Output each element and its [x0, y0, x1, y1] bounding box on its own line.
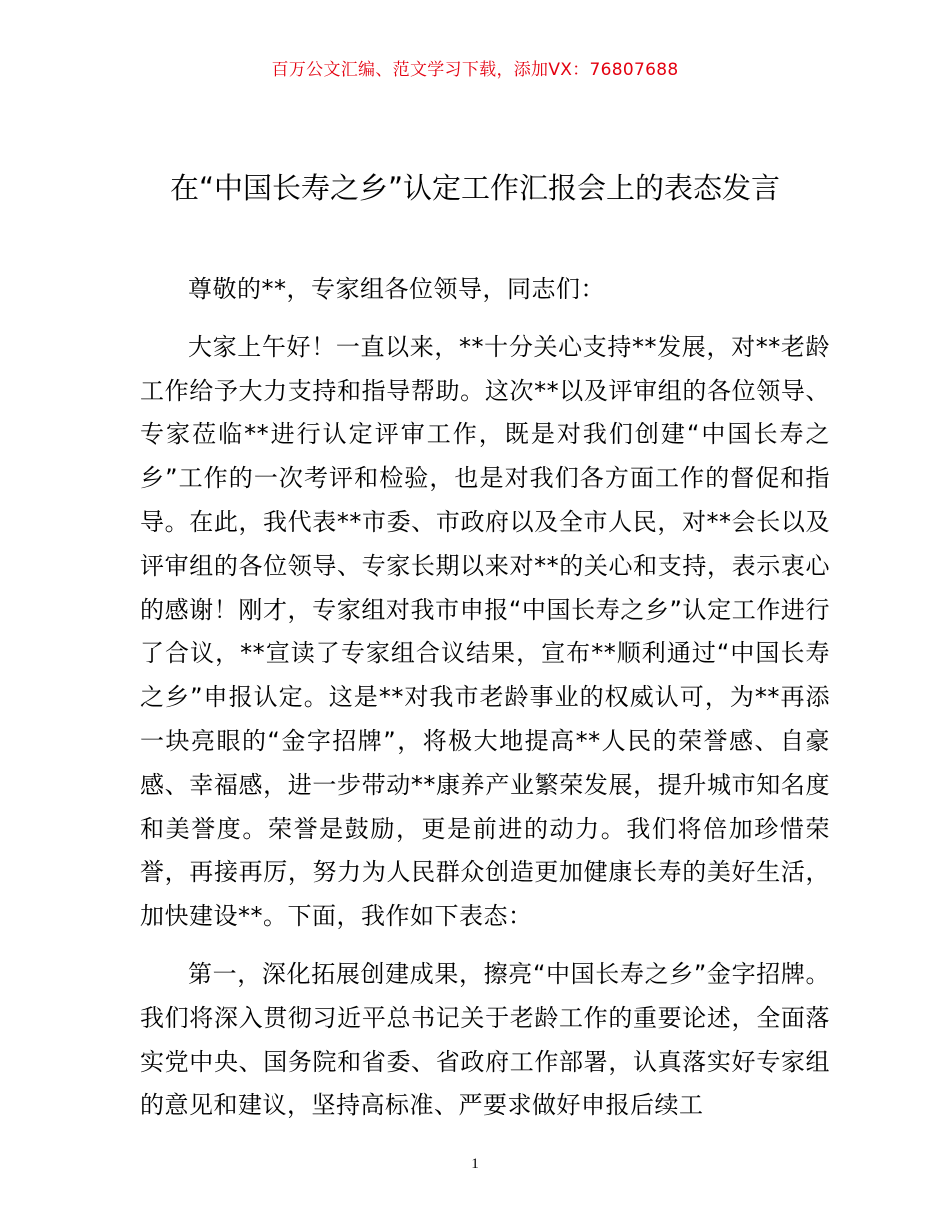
paragraph-first-point: 第一，深化拓展创建成果，擦亮“中国长寿之乡”金字招牌。我们将深入贯彻习近平总书记关于老龄工作的重要论述，全面落实党中央、国务院和省委、省政府工作部署，认真落实好专家组的意见和建议，坚持高标准、严要求做好申报后续工 [140, 959, 830, 1120]
document-title: 在“中国长寿之乡”认定工作汇报会上的表态发言 [169, 171, 781, 205]
paragraph-opening: 大家上午好！一直以来，**十分关心支持**发展，对**老龄工作给予大力支持和指导帮助。这次**以及评审组的各位领导、专家莅临**进行认定评审工作，既是对我们创建“中国长寿之乡”工作的一次考评和检验，也是对我们各方面工作的督促和指导。在此，我代表**市委、市政府以及全市人民，对**会长以及评审组的各位领导、专家长期以来对**的关心和支持，表示衷心的感谢！刚才，专家组对我市申报“中国长寿之乡”认定工作进行了合议，**宣读了专家组合议结果，宣布**顺利通过“中国长寿之乡”申报认定。这是**对我市老龄事业的权威认可，为**再添一块亮眼的“金字招牌”，将极大地提高**人民的荣誉感、自豪感、幸福感，进一步带动**康养产业繁荣发展，提升城市知名度和美誉度。荣誉是鼓励，更是前进的动力。我们将倍加珍惜荣誉，再接再厉，努力为人民群众创造更加健康长寿的美好生活，加快建设**。下面，我作如下表态： [140, 332, 830, 931]
page-number: 1 [471, 1156, 479, 1172]
promo-banner: 百万公文汇编、范文学习下载，添加VX：76807688 [271, 60, 679, 80]
document-body [140, 268, 830, 1128]
salutation: 尊敬的**，专家组各位领导，同志们： [188, 275, 605, 303]
